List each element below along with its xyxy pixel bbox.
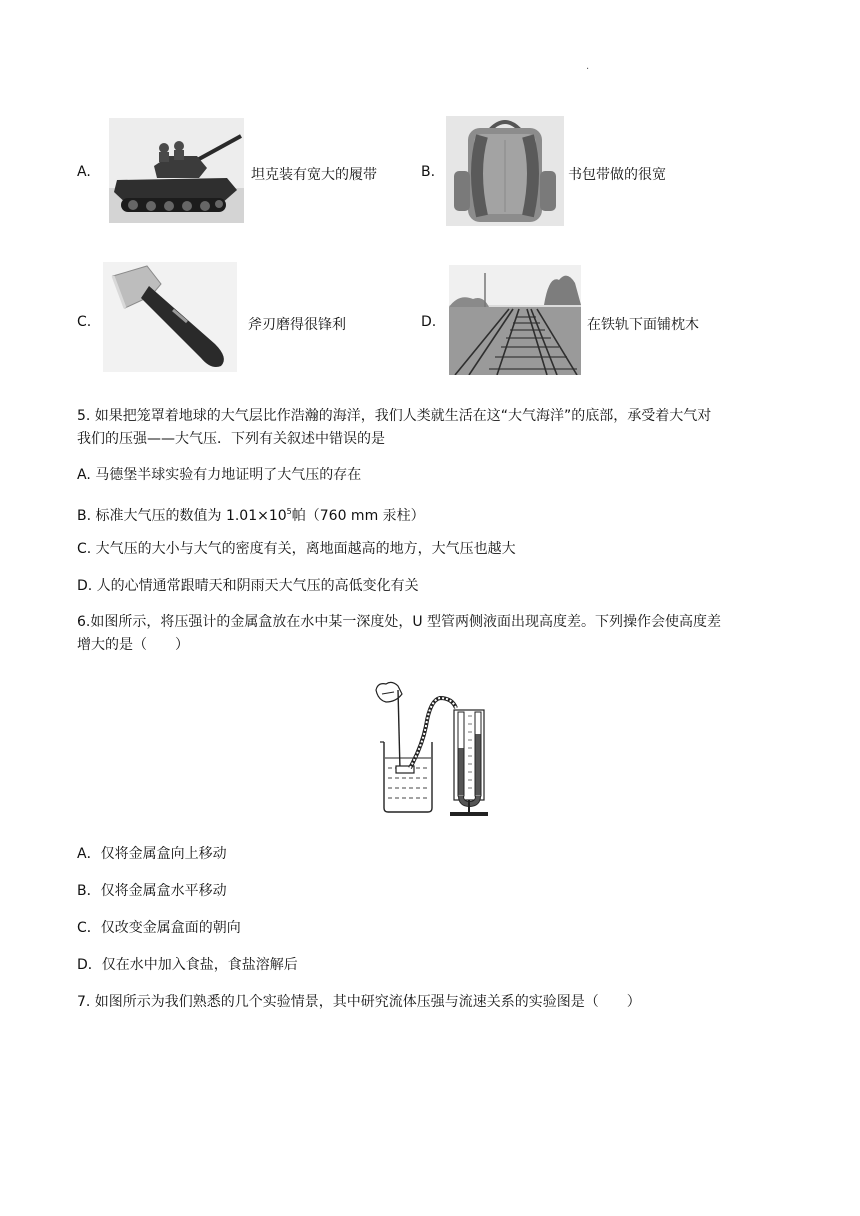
railway-image [449, 265, 581, 375]
tank-image [109, 118, 244, 223]
q6-stem-line2: 增大的是（ ） [77, 637, 189, 653]
q7-stem: 7. 如图所示为我们熟悉的几个实验情景，其中研究流体压强与流速关系的实验图是（ ） [77, 994, 641, 1010]
pressure-gauge-figure [370, 676, 494, 818]
q6-option-c: C．仅改变金属盒面的朝向 [77, 920, 241, 936]
option-b-caption: 书包带做的很宽 [568, 167, 666, 183]
option-c-letter: C. [77, 314, 92, 330]
q6-option-d: D．仅在水中加入食盐，食盐溶解后 [77, 957, 298, 973]
option-d-letter: D. [421, 314, 437, 330]
option-a-letter: A. [77, 164, 91, 180]
page-header-dot: · [586, 64, 590, 75]
q5-stem-line1: 5. 如果把笼罩着地球的大气层比作浩瀚的海洋，我们人类就生活在这“大气海洋”的底部，承受着大气对 [77, 408, 712, 424]
q5-stem-line2: 我们的压强——大气压．下列有关叙述中错误的是 [77, 431, 385, 447]
q5-option-a: A. 马德堡半球实验有力地证明了大气压的存在 [77, 467, 362, 483]
q5-option-b-text: B. 标准大气压的数值为 1.01×10 [77, 508, 287, 524]
q5-option-c: C. 大气压的大小与大气的密度有关，离地面越高的地方，大气压也越大 [77, 541, 516, 557]
q6-option-a: A．仅将金属盒向上移动 [77, 846, 227, 862]
q5-option-b [77, 502, 425, 526]
axe-image [103, 262, 237, 372]
backpack-image [446, 116, 564, 226]
q5-option-b-exponent: 5 [286, 507, 292, 516]
option-b-letter: B. [421, 164, 436, 180]
option-a-caption: 坦克装有宽大的履带 [251, 167, 377, 183]
q5-option-d: D. 人的心情通常跟晴天和阴雨天大气压的高低变化有关 [77, 578, 419, 594]
option-c-caption: 斧刃磨得很锋利 [248, 317, 346, 333]
q5-option-b-unit: 帕（760 mm 汞柱） [291, 508, 425, 524]
q6-stem-line1: 6.如图所示，将压强计的金属盒放在水中某一深度处，U 型管两侧液面出现高度差。下列操作会使高度差 [77, 614, 722, 630]
option-d-caption: 在铁轨下面铺枕木 [587, 317, 699, 333]
q6-option-b: B．仅将金属盒水平移动 [77, 883, 227, 899]
